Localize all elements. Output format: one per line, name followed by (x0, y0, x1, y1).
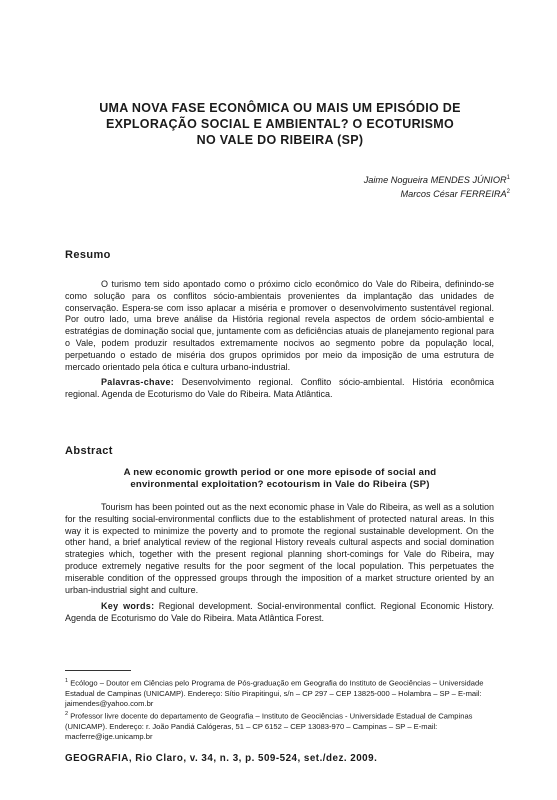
keywords-text: Regional development. Social-environmental conflict. Regional Economic History. Agenda de Ecoturismo do Vale do Ribeira. Mata Atlântica Forest. (65, 601, 494, 623)
abstract-title (80, 467, 480, 491)
title-line: UMA NOVA FASE ECONÔMICA OU MAIS UM EPISÓDIO DE (99, 101, 461, 115)
abstract-title-line: environmental exploitation? ecotourism in Vale do Ribeira (SP) (130, 479, 430, 490)
journal-citation: GEOGRAFIA, Rio Claro, v. 34, n. 3, p. 509-524, set./dez. 2009. (65, 753, 378, 764)
keywords-label: Key words: (101, 601, 155, 611)
footnote-2 (65, 709, 497, 742)
footnote-number: 1 (65, 678, 69, 684)
author-2 (400, 189, 510, 199)
keywords-text: Desenvolvimento regional. Conflito sócio-ambiental. História econômica regional. Agenda de Ecoturismo do Vale do Ribeira. Mata Atlântica. (65, 377, 494, 399)
footnote-divider (65, 670, 131, 671)
author-name: Jaime Nogueira MENDES JÚNIOR (363, 175, 507, 186)
footnote-number: 2 (65, 711, 69, 717)
keywords-label: Palavras-chave: (101, 377, 175, 387)
footnote-mark: 2 (506, 189, 510, 195)
footnote-text: Ecólogo – Doutor em Ciências pelo Programa de Pós-graduação em Geografia do Instituto de Geociências – Universidade Estadual de Campinas (UNICAMP). Endereço: Sítio Pirapitingui, s/n – CP 297 – CEP 13825-000 – Holambra – SP – E-mail: jaimendes@yahoo.com.br (65, 678, 484, 708)
abstract-body: Tourism has been pointed out as the next economic phase in Vale do Ribeira, as well as a solution for the resulting social-environmental conflicts due to the establishment of protected natural areas. In this way it is expected to minimize the poverty and to promote the regional sustainable development. On the other hand, a brief analytical review of the regional History reveals cultural aspects and social domination strategies which, together with the present regional planning short-comings for Vale do Ribeira, may produce extremely negative results for the poor segment of the local population. This perpetuates the miserable condition of the oppressed groups through the imposition of a market structure oriented by an urban-industrial sight and culture. (65, 502, 494, 595)
footnote-text: Professor livre docente do departamento de Geografia – Instituto de Geociências - Universidade Estadual de Campinas (UNICAMP). Endereço: r. João Pandiá Calógeras, 51 – CP 6152 – CEP 13083-970 – Campinas – SP – E-mail: macferre@ige.unicamp.br (65, 711, 473, 741)
author-1 (364, 175, 510, 185)
resumo-heading: Resumo (65, 249, 111, 261)
article-title (60, 100, 500, 148)
title-line: NO VALE DO RIBEIRA (SP) (196, 133, 364, 147)
footnote-mark: 1 (506, 175, 510, 181)
footnote-1 (65, 676, 497, 709)
resumo-keywords (65, 377, 494, 401)
abstract-keywords (65, 601, 494, 625)
title-line: EXPLORAÇÃO SOCIAL E AMBIENTAL? O ECOTURISMO (105, 117, 455, 131)
abstract-heading: Abstract (65, 445, 113, 457)
abstract-title-line: A new economic growth period or one more episode of social and (123, 467, 437, 478)
resumo-body: O turismo tem sido apontado como o próximo ciclo econômico do Vale do Ribeira, definindo-se como solução para os conflitos sócio-ambientais provenientes da implantação das unidades de conservação. Espera-se com isso aplacar a miséria e promover o desenvolvimento sustentável regional. Por outro lado, uma breve análise da História regional revela aspectos de ordem sócio-ambiental e estratégias de dominação social que, juntamente com as deficiências atuais de planejamento regional para o Vale, podem produzir resultados extremamente nocivos ao segmento pobre da população local, perpetuando o estado de miséria dos grupos oprimidos por meio da imposição de uma estrutura de mercado orientado pela ótica e cultura urbano-industrial. (65, 279, 494, 372)
author-name: Marcos César FERREIRA (400, 189, 507, 200)
